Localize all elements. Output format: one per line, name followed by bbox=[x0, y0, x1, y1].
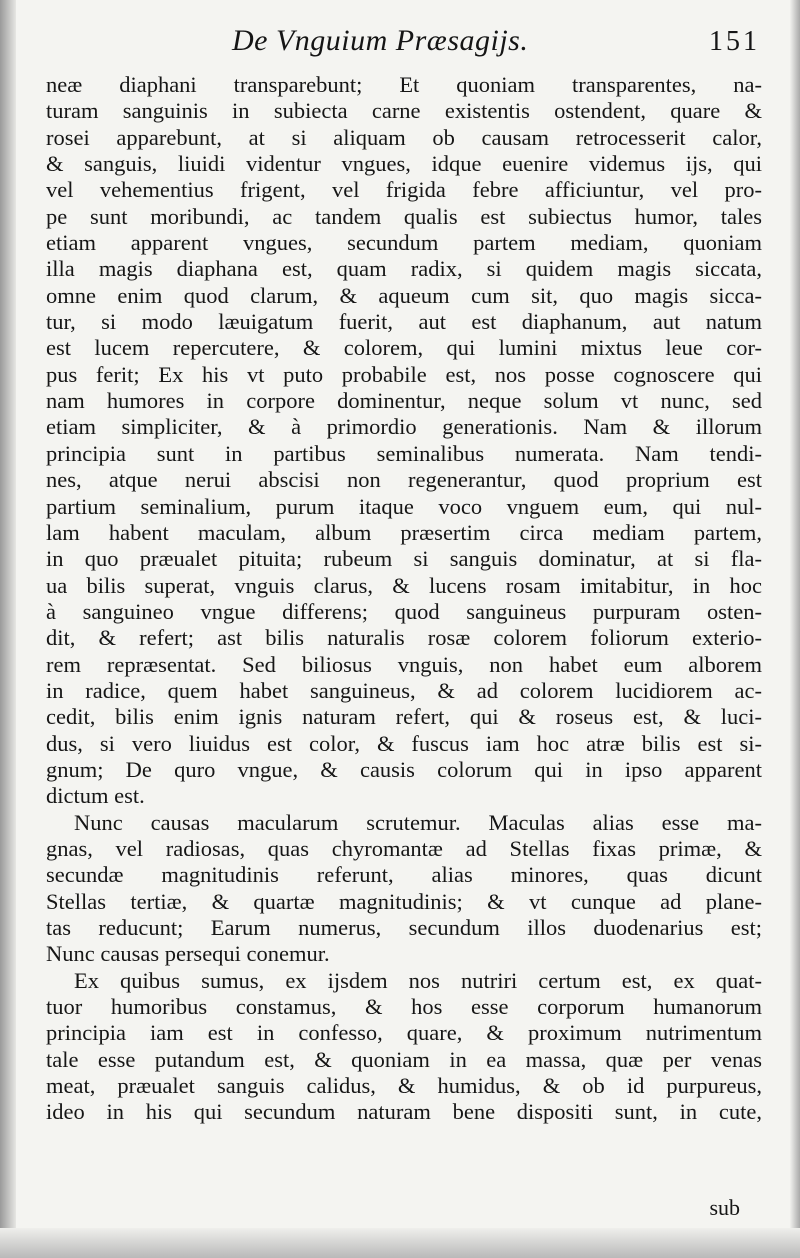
text-line: gnas, vel radiosas, quas chyromantæ ad Stellas fixas primæ, & bbox=[46, 835, 762, 861]
text-line: gnum; De quro vngue, & causis colorum qui in ipso apparent bbox=[46, 756, 762, 782]
running-header bbox=[46, 24, 766, 64]
page-edge-shadow bbox=[790, 0, 800, 1258]
page-gutter-shadow bbox=[0, 0, 16, 1258]
text-line: Nunc causas macularum scrutemur. Maculas alias esse ma- bbox=[74, 809, 762, 835]
running-title: De Vnguium Præsagijs. bbox=[232, 24, 529, 57]
catchword: sub bbox=[709, 1195, 740, 1220]
text-line: pus ferit; Ex his vt puto probabile est, nos posse cognoscere qui bbox=[46, 361, 762, 387]
text-line: vel vehementius frigent, vel frigida febre afficiuntur, vel pro- bbox=[46, 177, 762, 203]
text-line: nes, atque nerui abscisi non regenerantur, quod proprium est bbox=[46, 467, 762, 493]
text-line: Nunc causas persequi conemur. bbox=[46, 941, 330, 967]
text-line: lam habent maculam, album præsertim circa mediam partem, bbox=[46, 519, 762, 545]
text-line: pe sunt moribundi, ac tandem qualis est subiectus humor, tales bbox=[46, 203, 762, 229]
text-line: Stellas tertiæ, & quartæ magnitudinis; & vt cunque ad plane- bbox=[46, 888, 762, 914]
text-line: Ex quibus sumus, ex ijsdem nos nutriri certum est, ex quat- bbox=[74, 967, 762, 993]
text-line: neæ diaphani transparebunt; Et quoniam transparentes, na- bbox=[46, 72, 762, 97]
text-line: principia sunt in partibus seminalibus numerata. Nam tendi- bbox=[46, 440, 762, 466]
text-line: dictum est. bbox=[46, 783, 145, 809]
text-line: dus, si vero liuidus est color, & fuscus iam hoc atræ bilis est si- bbox=[46, 730, 762, 756]
text-line: cedit, bilis enim ignis naturam refert, qui & roseus est, & luci- bbox=[46, 704, 762, 730]
text-line: ideo in his qui secundum naturam bene dispositi sunt, in cute, bbox=[46, 1099, 762, 1125]
text-line: tuor humoribus constamus, & hos esse corporum humanorum bbox=[46, 994, 762, 1020]
text-line: & sanguis, liuidi videntur vngues, idque euenire videmus ijs, qui bbox=[46, 151, 762, 177]
text-line: in radice, quem habet sanguineus, & ad colorem lucidiorem ac- bbox=[46, 677, 762, 703]
text-line: omne enim quod clarum, & aqueum cum sit, quo magis sicca- bbox=[46, 282, 762, 308]
text-line: tale esse putandum est, & quoniam in ea massa, quæ per venas bbox=[46, 1046, 762, 1072]
page-number: 151 bbox=[709, 26, 760, 57]
text-line: ua bilis superat, vnguis clarus, & lucens rosam imitabitur, in hoc bbox=[46, 572, 762, 598]
text-line: tur, si modo læuigatum fuerit, aut est diaphanum, aut natum bbox=[46, 309, 762, 335]
text-line: partium seminalium, purum itaque voco vnguem eum, qui nul- bbox=[46, 493, 762, 519]
text-line: est lucem repercutere, & colorem, qui lumini mixtus leue cor- bbox=[46, 335, 762, 361]
text-line: illa magis diaphana est, quam radix, si quidem magis siccata, bbox=[46, 256, 762, 282]
text-line: tas reducunt; Earum numerus, secundum illos duodenarius est; bbox=[46, 915, 762, 940]
text-line: etiam simpliciter, & à primordio generationis. Nam & illorum bbox=[46, 414, 762, 440]
body-text bbox=[46, 72, 762, 1126]
page-bottom-shadow bbox=[0, 1228, 800, 1258]
text-line: nam humores in corpore dominentur, neque solum vt nunc, sed bbox=[46, 388, 762, 414]
text-line: à sanguineo vngue differens; quod sanguineus purpuram osten- bbox=[46, 598, 762, 624]
text-line: rosei apparebunt, at si aliquam ob causam retrocesserit calor, bbox=[46, 124, 762, 150]
text-line: rem repræsentat. Sed biliosus vnguis, non habet eum alborem bbox=[46, 651, 762, 677]
text-line: in quo præualet pituita; rubeum si sanguis dominatur, at si fla- bbox=[46, 546, 762, 572]
text-line: turam sanguinis in subiecta carne existentis ostendent, quare & bbox=[46, 98, 762, 124]
text-line: secundæ magnitudinis referunt, alias minores, quas dicunt bbox=[46, 862, 762, 888]
text-line: principia iam est in confesso, quare, & proximum nutrimentum bbox=[46, 1020, 762, 1046]
text-line: dit, & refert; ast bilis naturalis rosæ colorem foliorum exterio- bbox=[46, 625, 762, 651]
text-line: etiam apparent vngues, secundum partem mediam, quoniam bbox=[46, 230, 762, 256]
text-line: meat, præualet sanguis calidus, & humidus, & ob id purpureus, bbox=[46, 1073, 762, 1099]
